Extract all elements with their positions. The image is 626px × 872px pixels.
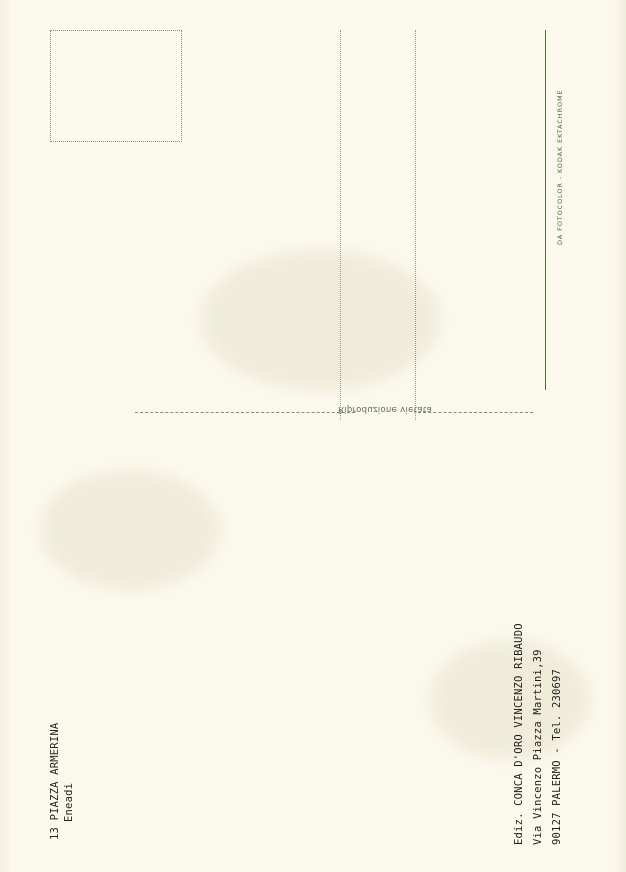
caption-number-place: 13 PIAZZA ARMERINA [49, 722, 61, 840]
publisher-line-3: 90127 PALERMO - Tel. 230697 [551, 668, 563, 845]
address-guide-line-1 [340, 30, 341, 420]
paper-blotch [200, 250, 440, 390]
publisher-line-2: Via Vincenzo Piazza Martini,39 [532, 649, 544, 845]
publisher-line-1: Ediz. CONCA D'ORO VINCENZO RIBAUDO [513, 623, 525, 845]
caption-block [48, 723, 76, 840]
film-credit-text: DA FOTOCOLOR - KODAK EKTACHROME [556, 89, 564, 245]
paper-blotch [40, 470, 220, 590]
address-guide-line-2 [415, 30, 416, 420]
reproduction-notice: Riproduzione vietata [337, 404, 432, 414]
publisher-block [510, 623, 567, 845]
vertical-divider-rule [545, 30, 546, 390]
caption-subject: Eneadi [63, 782, 75, 822]
stamp-placeholder-box [50, 30, 182, 142]
